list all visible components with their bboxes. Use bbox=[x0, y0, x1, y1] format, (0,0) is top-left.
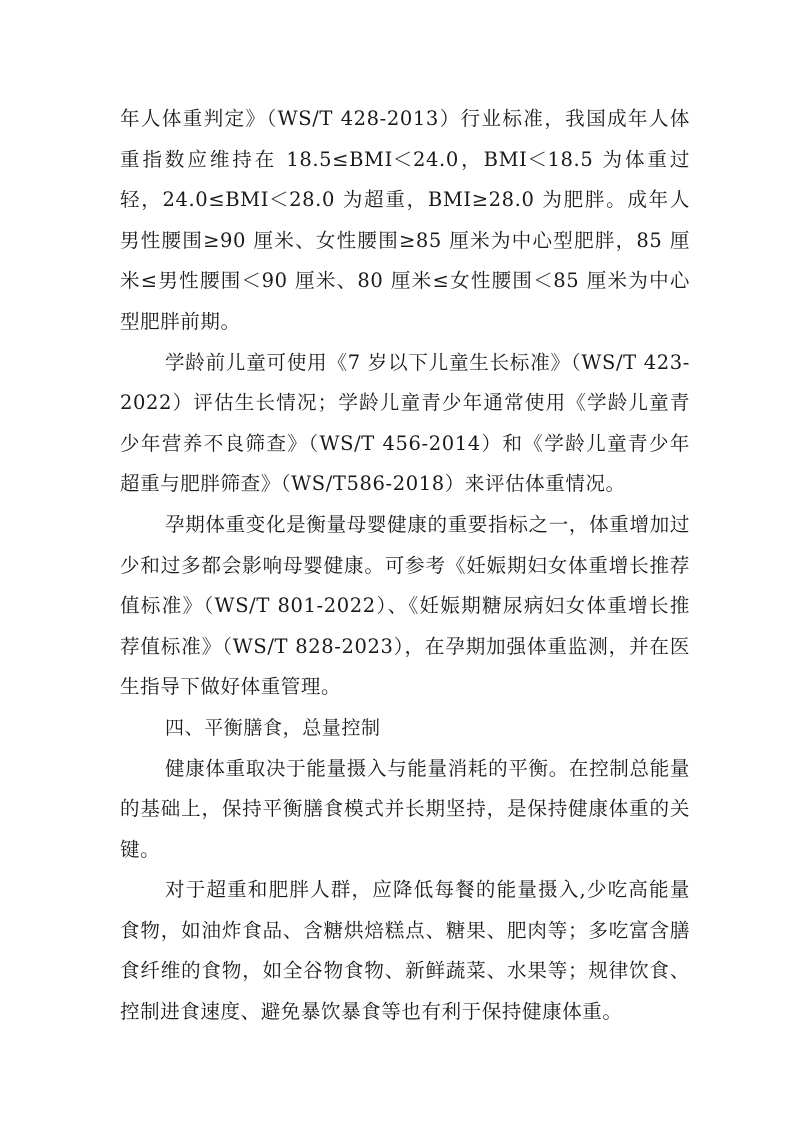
paragraph-energy-balance: 健康体重取决于能量摄入与能量消耗的平衡。在控制总能量的基础上，保持平衡膳食模式并长期坚持，是保持健康体重的关键。 bbox=[120, 756, 690, 861]
document-page bbox=[120, 99, 690, 1033]
paragraph-overweight-advice: 对于超重和肥胖人群，应降低每餐的能量摄入,少吃高能量食物，如油炸食品、含糖烘焙糕点、糖果、肥肉等；多吃富含膳食纤维的食物，如全谷物食物、新鲜蔬菜、水果等；规律饮食、控制进食速度、避免暴饮暴食等也有利于保持健康体重。 bbox=[120, 878, 690, 1024]
section-heading: 四、平衡膳食，总量控制 bbox=[165, 716, 381, 739]
paragraph-pregnancy-weight: 孕期体重变化是衡量母婴健康的重要指标之一，体重增加过少和过多都会影响母婴健康。可参考《妊娠期妇女体重增长推荐值标准》（WS/T 801-2022）、《妊娠期糖尿病妇女体重增长推荐值标准》（WS/T 828-2023），在孕期加强体重监测，并在医生指导下做好体重管理。 bbox=[120, 512, 690, 699]
paragraph-bmi-standard: 年人体重判定》（WS/T 428-2013）行业标准，我国成年人体重指数应维持在 18.5≤BMI＜24.0，BMI＜18.5 为体重过轻，24.0≤BMI＜28.0 为超重，BMI≥28.0 为肥胖。成年人男性腰围≥90 厘米、女性腰围≥85 厘米为中心型肥胖，85 厘米≤男性腰围＜90 厘米、80 厘米≤女性腰围＜85 厘米为中心型肥胖前期。 bbox=[120, 107, 690, 333]
paragraph-children-standard: 学龄前儿童可使用《7 岁以下儿童生长标准》（WS/T 423-2022）评估生长情况；学龄儿童青少年通常使用《学龄儿童青少年营养不良筛查》（WS/T 456-2014）和《学龄儿童青少年超重与肥胖筛查》（WS/T586-2018）来评估体重情况。 bbox=[120, 350, 690, 496]
